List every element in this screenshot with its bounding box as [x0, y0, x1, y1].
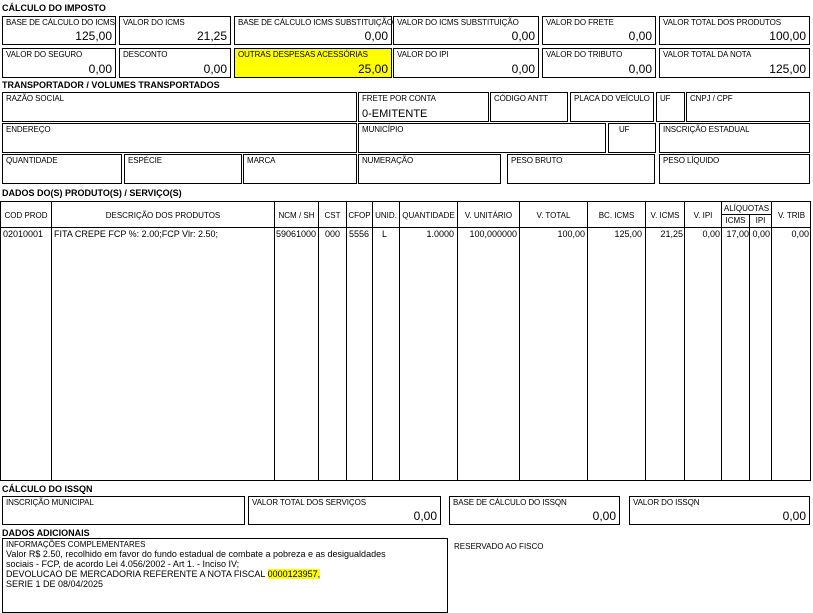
informacoes-complementares-box — [2, 538, 448, 613]
issqn-section-title: CÁLCULO DO ISSQN — [2, 484, 93, 494]
reservado-fisco-label: RESERVADO AO FISCO — [454, 542, 544, 551]
field-value: 125,00 — [75, 29, 112, 43]
transport-section-title: TRANSPORTADOR / VOLUMES TRANSPORTADOS — [2, 80, 220, 90]
field-label: OUTRAS DESPESAS ACESSÓRIAS — [238, 50, 368, 59]
frete-por-conta-field — [358, 92, 489, 122]
field-label: ESPÉCIE — [128, 156, 162, 165]
info-line-4: SERIE 1 DE 08/04/2025 — [6, 579, 104, 589]
col-divider — [645, 201, 646, 481]
col-divider — [274, 201, 275, 481]
field-label: VALOR DO IPI — [397, 50, 449, 59]
field-value: 0,00 — [782, 509, 806, 523]
field-value: 0,00 — [88, 62, 112, 76]
valor-frete-field — [542, 16, 656, 45]
cell-cst: 000 — [325, 229, 341, 239]
valor-icms-st-field — [393, 16, 539, 45]
field-label: PLACA DO VEÍCULO — [574, 94, 650, 103]
cell-v-trib: 0,00 — [791, 229, 809, 239]
cell-ncm: 59061000 — [276, 229, 317, 239]
cell-descricao: FITA CREPE FCP %: 2.00;FCP Vlr: 2.50; — [54, 229, 219, 239]
quantidade-field — [2, 154, 122, 184]
header-v-ipi: V. IPI — [693, 211, 713, 220]
field-label: UF — [660, 94, 671, 103]
field-label: RAZÃO SOCIAL — [6, 94, 64, 103]
uf2-field — [608, 123, 656, 153]
especie-field — [124, 154, 242, 184]
field-label: QUANTIDADE — [6, 156, 58, 165]
field-label: CÓDIGO ANTT — [494, 94, 549, 103]
field-value: 0,00 — [203, 62, 227, 76]
field-label: BASE DE CÁLCULO ICMS SUBSTITUIÇÃO — [238, 18, 393, 27]
header-quantidade: QUANTIDADE — [402, 211, 455, 220]
info-title: INFORMAÇÕES COMPLEMENTARES — [6, 540, 146, 549]
field-value: 100,00 — [769, 29, 806, 43]
field-value: 0-EMITENTE — [362, 108, 428, 120]
cell-quantidade: 1.0000 — [426, 229, 454, 239]
cell-cod-prod: 02010001 — [3, 229, 44, 239]
field-label: FRETE POR CONTA — [362, 94, 436, 103]
field-label: UF — [619, 125, 630, 134]
field-value: 0,00 — [628, 29, 652, 43]
field-label: VALOR TOTAL DOS SERVIÇOS — [252, 498, 366, 507]
field-label: VALOR DO ICMS SUBSTITUIÇÃO — [397, 18, 519, 27]
field-label: VALOR DO SEGURO — [6, 50, 83, 59]
field-label: VALOR TOTAL DOS PRODUTOS — [663, 18, 781, 27]
products-section-title: DADOS DO(S) PRODUTO(S) / SERVIÇO(S) — [2, 188, 182, 198]
col-divider — [457, 201, 458, 481]
cell-bc-icms: 125,00 — [614, 229, 642, 239]
valor-tributo-field — [542, 48, 656, 78]
field-label: INSCRIÇÃO ESTADUAL — [663, 125, 750, 134]
field-value: 0,00 — [511, 29, 535, 43]
outras-despesas-field — [234, 48, 392, 78]
info-line-3 — [6, 569, 386, 579]
inscricao-municipal-field — [2, 496, 245, 525]
info-line-3-text: DEVOLUCAO DE MERCADORIA REFERENTE A NOTA FISCAL — [6, 569, 268, 579]
field-label: VALOR DO ICMS — [123, 18, 185, 27]
field-label: VALOR DO ISSQN — [633, 498, 700, 507]
products-header-divider — [0, 227, 811, 228]
field-label: PESO LÍQUIDO — [663, 156, 720, 165]
aliquotas-divider — [721, 214, 771, 215]
col-divider — [749, 214, 750, 481]
field-value: 0,00 — [511, 62, 535, 76]
field-label: BASE DE CÁLCULO DO ISSQN — [453, 498, 567, 507]
col-divider — [587, 201, 588, 481]
field-label: CNPJ / CPF — [690, 94, 733, 103]
col-divider — [346, 201, 347, 481]
field-label: NUMERAÇÃO — [362, 156, 414, 165]
field-value: 25,00 — [357, 62, 388, 76]
field-value: 0,00 — [413, 509, 437, 523]
cell-v-ipi: 0,00 — [702, 229, 720, 239]
cell-v-icms: 21,25 — [660, 229, 683, 239]
codigo-antt-field — [490, 92, 568, 122]
tax-section-title: CÁLCULO DO IMPOSTO — [2, 3, 106, 13]
header-descricao: DESCRIÇÃO DOS PRODUTOS — [105, 211, 221, 220]
marca-field — [243, 154, 357, 184]
col-divider — [771, 201, 772, 481]
products-table — [0, 201, 811, 481]
base-calculo-icms-st-field — [234, 16, 392, 45]
valor-icms-field — [119, 16, 231, 45]
header-v-icms: V. ICMS — [650, 211, 680, 220]
col-divider — [721, 201, 722, 481]
cell-unid: L — [382, 229, 388, 239]
header-v-trib: V. TRIB — [777, 211, 806, 220]
field-label: MUNICÍPIO — [362, 125, 404, 134]
field-label: VALOR TOTAL DA NOTA — [663, 50, 752, 59]
valor-seguro-field — [2, 48, 116, 78]
header-ncm: NCM / SH — [278, 211, 315, 220]
placa-veiculo-field — [570, 92, 654, 122]
field-label: MARCA — [247, 156, 276, 165]
header-cfop: CFOP — [348, 211, 371, 220]
municipio-field — [358, 123, 606, 153]
header-aliq-ipi: IPI — [755, 216, 766, 225]
field-label: ENDEREÇO — [6, 125, 51, 134]
cell-v-total: 100,00 — [557, 229, 585, 239]
nota-fiscal-number: 0000123957, — [267, 569, 321, 579]
field-label: PESO BRUTO — [511, 156, 563, 165]
info-text — [6, 549, 386, 589]
cell-aliq-ipi: 0,00 — [752, 229, 770, 239]
header-cst: CST — [324, 211, 341, 220]
header-bc-icms: BC. ICMS — [598, 211, 635, 220]
header-aliq-icms: ICMS — [725, 216, 746, 225]
valor-total-nota-field — [659, 48, 810, 78]
valor-total-produtos-field — [659, 16, 810, 45]
header-v-total: V. TOTAL — [536, 211, 571, 220]
field-value: 0,00 — [592, 509, 616, 523]
uf-field — [656, 92, 685, 122]
cnpj-cpf-field — [686, 92, 810, 122]
valor-issqn-field — [629, 496, 810, 525]
info-line-1: Valor R$ 2.50, recolhido em favor do fundo estadual de combate a pobreza e as desigualdades — [6, 549, 386, 559]
field-label: VALOR DO FRETE — [546, 18, 614, 27]
base-calculo-issqn-field — [449, 496, 620, 525]
numeracao-field — [358, 154, 501, 184]
razao-social-field — [2, 92, 357, 122]
col-divider — [372, 201, 373, 481]
header-aliquotas: ALÍQUOTAS — [723, 204, 770, 213]
peso-bruto-field — [507, 154, 655, 184]
info-line-2: sociais - FCP, de acordo Lei 4.056/2002 - Art 1. - Inciso IV; — [6, 559, 240, 569]
field-value: 0,00 — [364, 29, 388, 43]
cell-aliq-icms: 17,00 — [726, 229, 749, 239]
header-v-unitario: V. UNITÁRIO — [464, 211, 513, 220]
header-unid: UNID. — [375, 211, 397, 220]
valor-total-servicos-field — [248, 496, 441, 525]
header-cod-prod: COD PROD — [4, 211, 48, 220]
valor-ipi-field — [393, 48, 539, 78]
col-divider — [399, 201, 400, 481]
col-divider — [318, 201, 319, 481]
additional-section-title: DADOS ADICIONAIS — [2, 528, 90, 538]
cell-v-unitario: 100,000000 — [469, 229, 517, 239]
field-label: VALOR DO TRIBUTO — [546, 50, 623, 59]
inscricao-estadual-field — [659, 123, 810, 153]
col-divider — [519, 201, 520, 481]
peso-liquido-field — [659, 154, 810, 184]
endereco-field — [2, 123, 357, 153]
field-label: BASE DE CÁLCULO DO ICMS — [6, 18, 115, 27]
field-value: 21,25 — [196, 29, 227, 43]
field-label: DESCONTO — [123, 50, 168, 59]
field-value: 0,00 — [628, 62, 652, 76]
desconto-field — [119, 48, 231, 78]
field-label: INSCRIÇÃO MUNICIPAL — [6, 498, 94, 507]
col-divider — [51, 201, 52, 481]
base-calculo-icms-field — [2, 16, 116, 45]
col-divider — [684, 201, 685, 481]
field-value: 125,00 — [769, 62, 806, 76]
cell-cfop: 5556 — [349, 229, 370, 239]
